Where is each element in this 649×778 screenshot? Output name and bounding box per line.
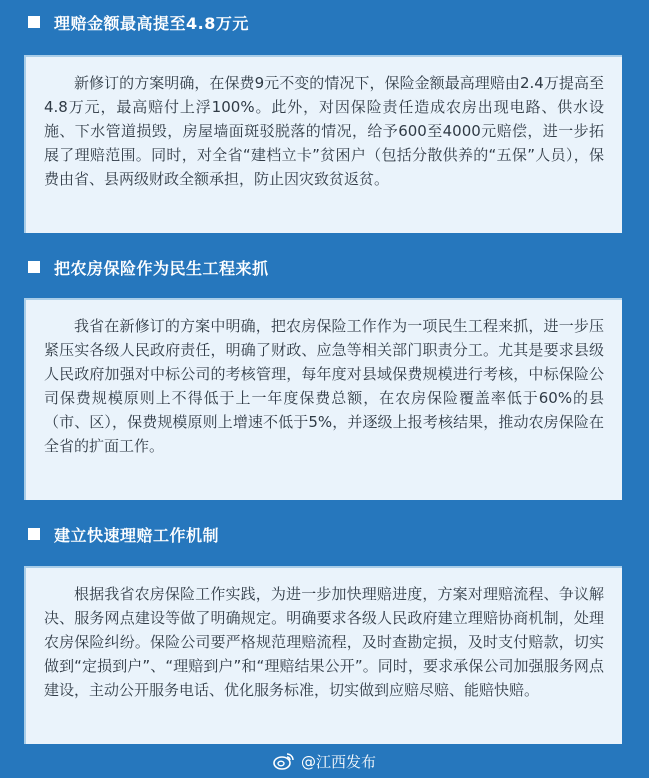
section-body: 新修订的方案明确，在保费9元不变的情况下，保险金额最高理赔由2.4万提高至4.8万元，最高赔付上浮100%。此外，对因保险责任造成农房出现电路、供水设施、下水管道损毁，房屋墙面斑驳脱落的情况，给予600至4000元赔偿，进一步拓展了理赔范围。同时，对全省“建档立卡”贫困户（包括分散供养的“五保”人员），保费由省、县两级财政全额承担，防止因灾致贫返贫。 — [44, 74, 604, 188]
square-bullet-icon — [28, 528, 40, 540]
section-header-2 — [28, 252, 269, 282]
section-title: 理赔金额最高提至4.8万元 — [54, 13, 249, 33]
weibo-icon — [273, 752, 295, 770]
section-title: 建立快速理赔工作机制 — [54, 525, 220, 545]
content-card-3 — [24, 566, 622, 744]
section-body: 我省在新修订的方案中明确，把农房保险工作作为一项民生工程来抓，进一步压紧压实各级人民政府责任，明确了财政、应急等相关部门职责分工。尤其是要求县级人民政府加强对中标公司的考核管理，每年度对县域保费规模进行考核，中标保险公司保费规模原则上不得低于上一年度保费总额，在农房保险覆盖率低于60%的县（市、区），保费规模原则上增速不低于5%，并逐级上报考核结果，推动农房保险在全省的扩面工作。 — [44, 317, 604, 455]
content-card-1 — [24, 55, 622, 233]
content-card-2 — [24, 298, 622, 500]
square-bullet-icon — [28, 261, 40, 273]
section-body: 根据我省农房保险工作实践，为进一步加快理赔进度，方案对理赔流程、争议解决、服务网点建设等做了明确规定。明确要求各级人民政府建立理赔协商机制，处理农房保险纠纷。保险公司要严格规范理赔流程，及时查勘定损，及时支付赔款，切实做到“定损到户”、“理赔到户”和“理赔结果公开”。同时，要求承保公司加强服务网点建设，主动公开服务电话、优化服务标准，切实做到应赔尽赔、能赔快赔。 — [44, 585, 604, 699]
square-bullet-icon — [28, 16, 40, 28]
section-header-3 — [28, 519, 219, 549]
section-title: 把农房保险作为民生工程来抓 — [54, 258, 269, 278]
watermark — [0, 748, 649, 774]
section-header-1 — [28, 7, 249, 37]
watermark-text: @江西发布 — [300, 752, 376, 771]
